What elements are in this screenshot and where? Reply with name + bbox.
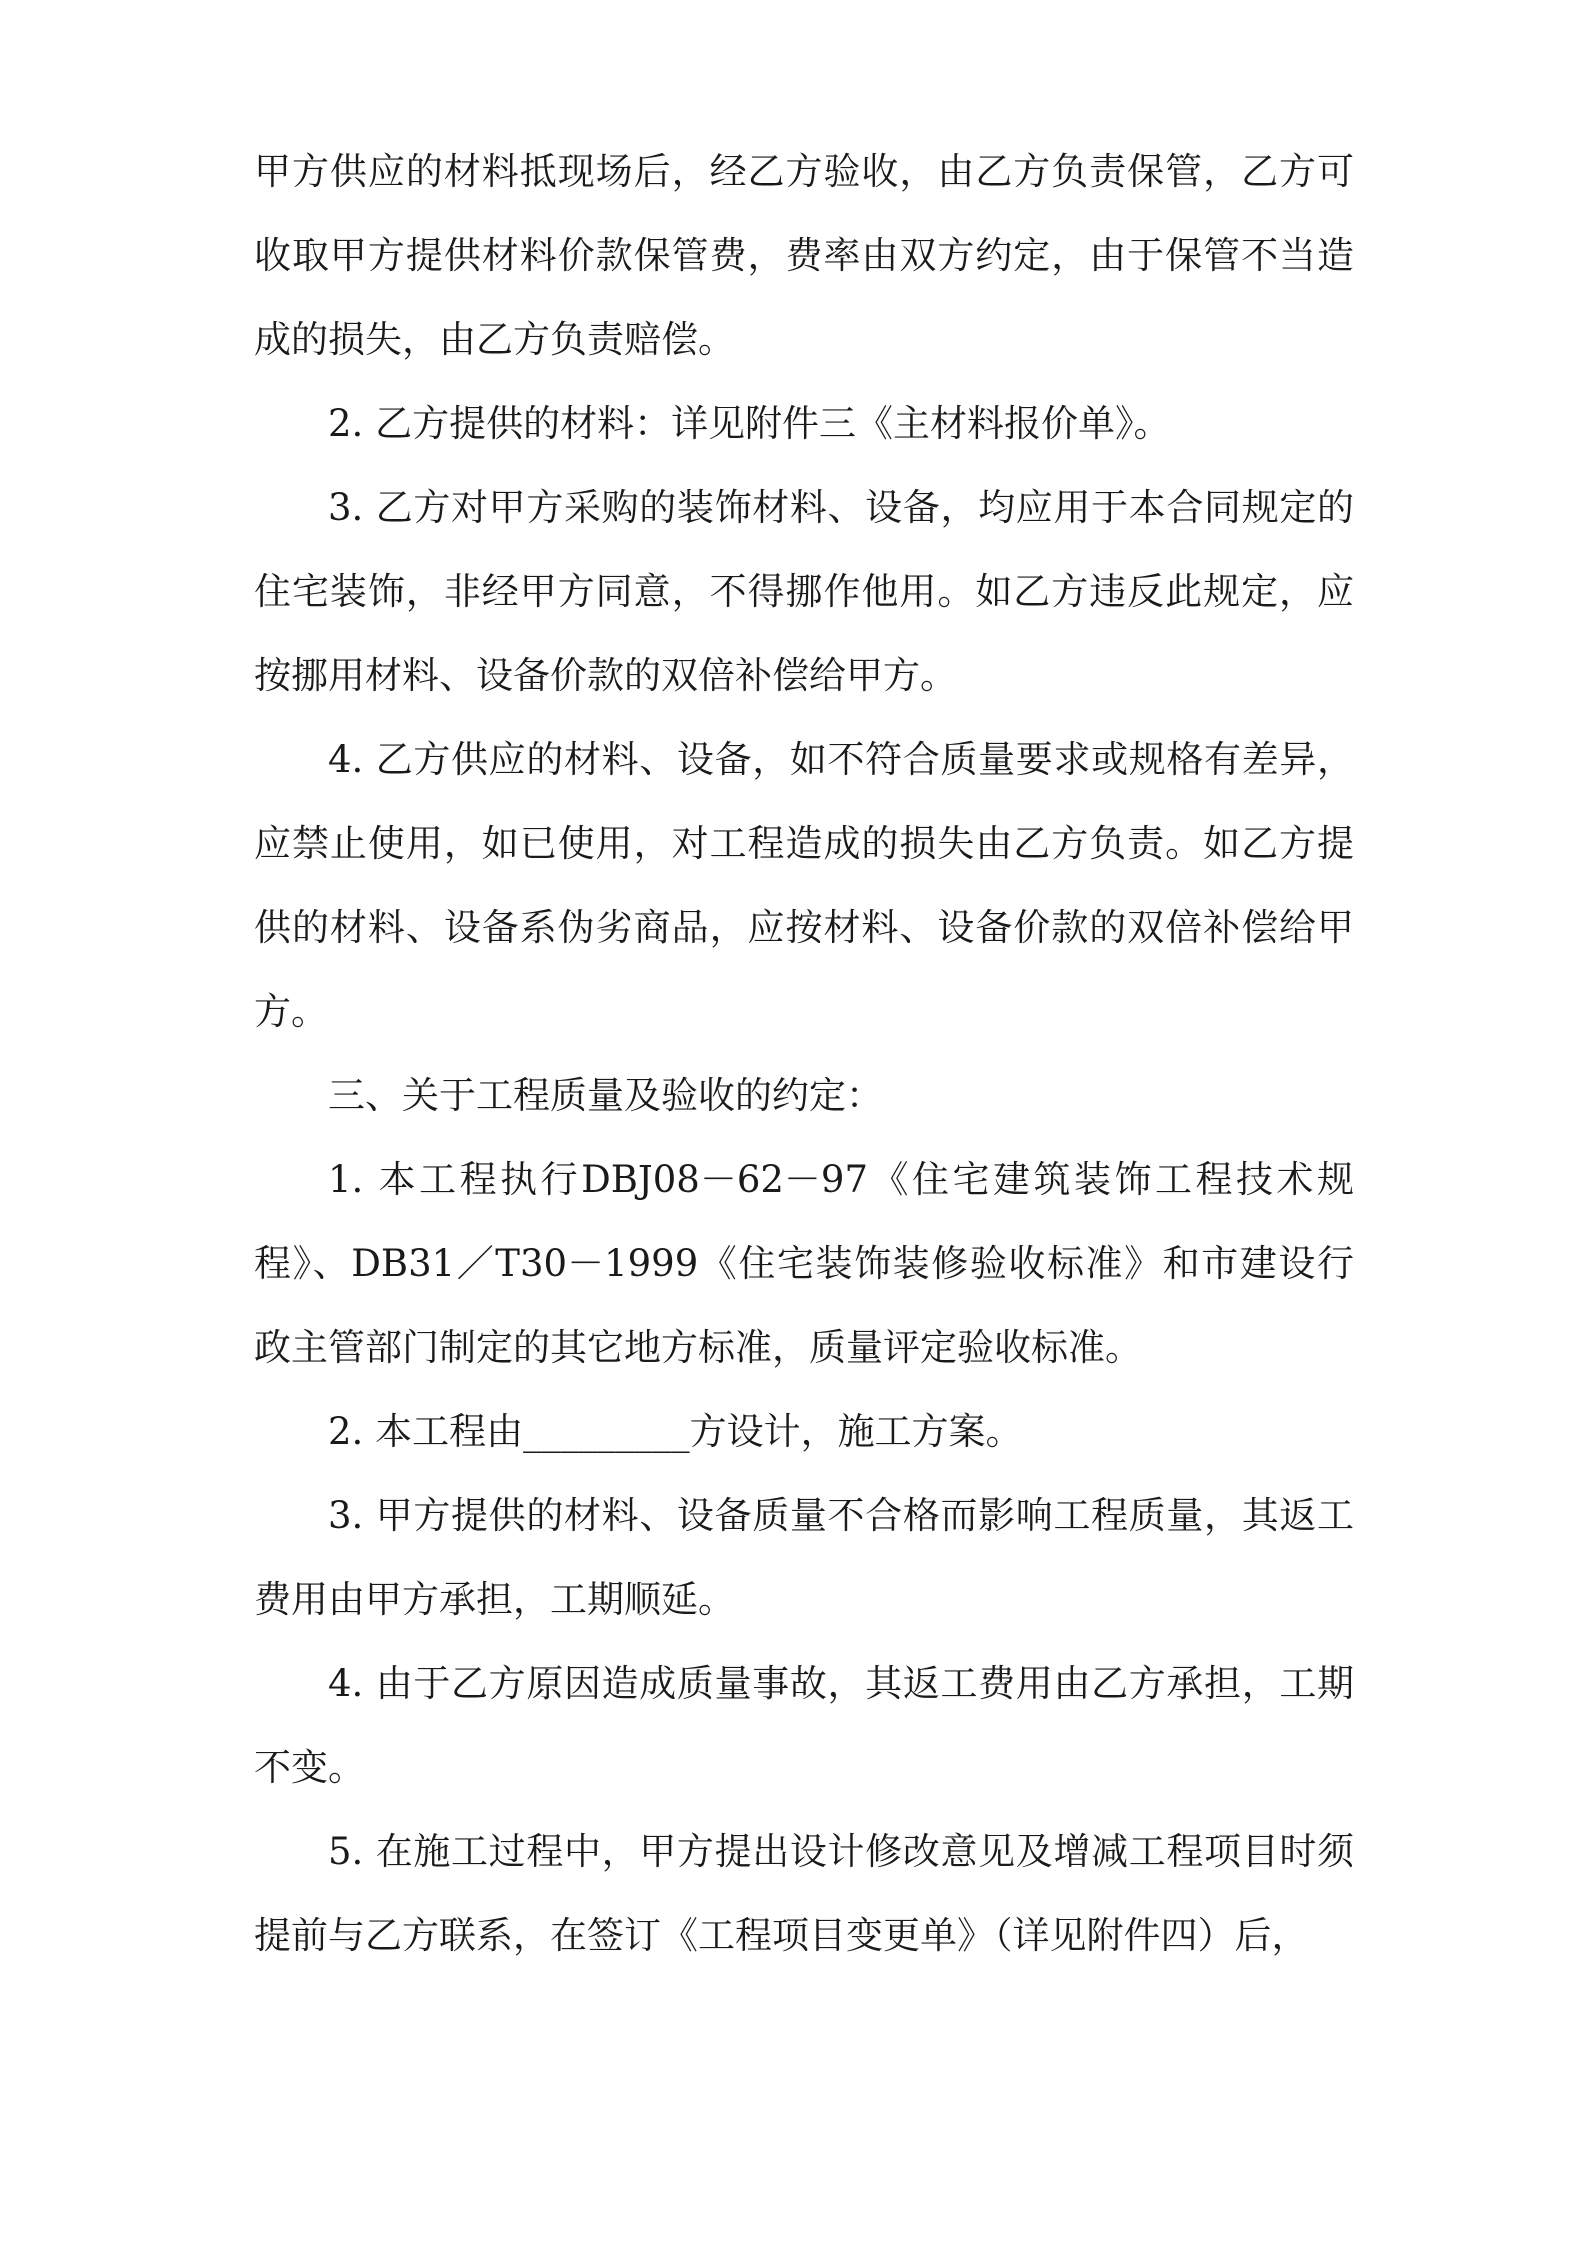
paragraph-material-custody: 甲方供应的材料抵现场后，经乙方验收，由乙方负责保管，乙方可收取甲方提供材料价款保管费，费率由双方约定，由于保管不当造成的损失，由乙方负责赔偿。 (254, 150, 1354, 361)
paragraph-clause-2-design: 2. 本工程由_________方设计，施工方案。 (328, 1410, 1023, 1453)
paragraph-clause-4-rework-party-b: 4. 由于乙方原因造成质量事故，其返工费用由乙方承担，工期不变。 (254, 1662, 1354, 1789)
paragraph-clause-5-design-changes: 5. 在施工过程中，甲方提出设计修改意见及增减工程项目时须提前与乙方联系，在签订《工程项目变更单》（详见附件四）后， (254, 1830, 1354, 1957)
paragraph-clause-1-standards: 1. 本工程执行DBJ08－62－97《住宅建筑装饰工程技术规程》、DB31／T30－1999《住宅装饰装修验收标准》和市建设行政主管部门制定的其它地方标准，质量评定验收标准。 (254, 1158, 1354, 1369)
paragraph-clause-4-material-quality: 4. 乙方供应的材料、设备，如不符合质量要求或规格有差异，应禁止使用，如已使用，对工程造成的损失由乙方负责。如乙方提供的材料、设备系伪劣商品，应按材料、设备价款的双倍补偿给甲方。 (254, 738, 1354, 1033)
document-body (254, 130, 1354, 1978)
paragraph-clause-3-rework-party-a: 3. 甲方提供的材料、设备质量不合格而影响工程质量，其返工费用由甲方承担，工期顺延。 (254, 1494, 1354, 1621)
paragraph-clause-2-materials: 2. 乙方提供的材料：详见附件三《主材料报价单》。 (328, 402, 1171, 445)
section-heading-quality-acceptance: 三、关于工程质量及验收的约定： (328, 1074, 883, 1117)
paragraph-clause-3-materials-use: 3. 乙方对甲方采购的装饰材料、设备，均应用于本合同规定的住宅装饰，非经甲方同意，不得挪作他用。如乙方违反此规定，应按挪用材料、设备价款的双倍补偿给甲方。 (254, 486, 1354, 697)
